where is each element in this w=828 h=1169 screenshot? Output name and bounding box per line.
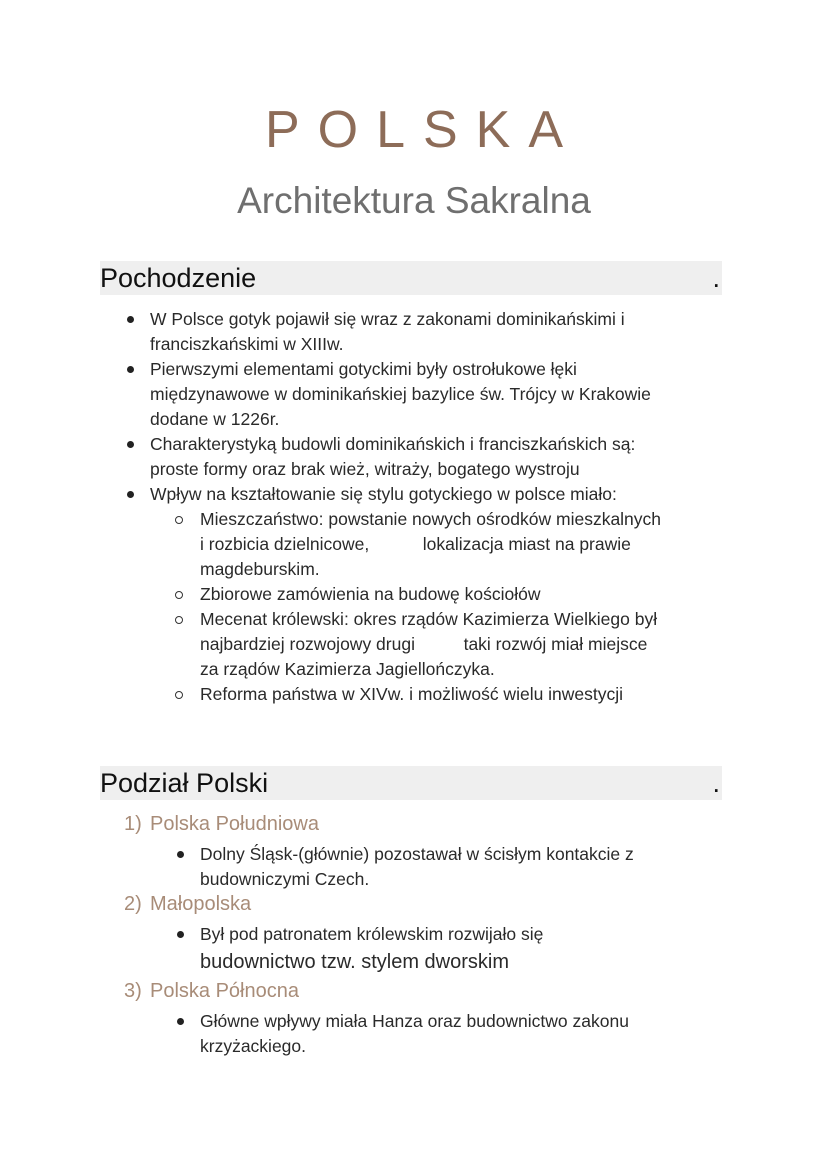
list-item-line: najbardziej rozwojowy drugi taki rozwój miał miejsce	[200, 634, 648, 654]
bullet-icon	[177, 1018, 184, 1025]
list-item-line: Główne wpływy miała Hanza oraz budownictwo zakonu	[200, 1011, 629, 1031]
region-name: Polska Południowa	[150, 813, 319, 835]
list-item-line: magdeburskim.	[200, 559, 320, 579]
bullet-icon	[177, 851, 184, 858]
list-item-line: Reforma państwa w XIVw. i możliwość wielu inwestycji	[200, 684, 624, 704]
heading-dot: .	[712, 768, 720, 798]
list-item-line: W Polsce gotyk pojawił się wraz z zakonami dominikańskimi i	[150, 309, 625, 329]
circle-bullet-icon	[175, 691, 183, 699]
region-name: Polska Północna	[150, 980, 299, 1002]
circle-bullet-icon	[175, 516, 183, 524]
bullet-icon	[127, 491, 134, 498]
region-name: Małopolska	[150, 893, 252, 915]
list-item-line: franciszkańskimi w XIIIw.	[150, 334, 344, 354]
list-item-line: i rozbicia dzielnicowe, lokalizacja miast na prawie	[200, 534, 631, 554]
heading-text: Podział Polski	[100, 768, 269, 798]
circle-bullet-icon	[175, 591, 183, 599]
list-item-line: międzynawowe w dominikańskiej bazylice św. Trójcy w Krakowie	[150, 384, 651, 404]
list-item-line: Wpływ na kształtowanie się stylu gotyckiego w polsce miało:	[150, 484, 617, 504]
list-item-line: Mieszczaństwo: powstanie nowych ośrodków mieszkalnych	[200, 509, 662, 529]
section-heading-pochodzenie	[100, 261, 722, 295]
list-item-line: za rządów Kazimierza Jagiellończyka.	[200, 659, 495, 679]
list-item-line: krzyżackiego.	[200, 1036, 307, 1056]
circle-bullet-icon	[175, 616, 183, 624]
document-title: POLSKA	[264, 101, 582, 159]
bullet-icon	[177, 931, 184, 938]
list-item-line: Dolny Śląsk-(głównie) pozostawał w ścisłym kontakcie z	[200, 844, 634, 864]
list-item-line: Był pod patronatem królewskim rozwijało się	[200, 924, 544, 944]
region-number: 1)	[124, 813, 142, 835]
heading-dot: .	[712, 263, 720, 293]
list-item-line: Charakterystyką budowli dominikańskich i franciszkańskich są:	[150, 434, 636, 454]
bullet-icon	[127, 441, 134, 448]
bullet-icon	[127, 316, 134, 323]
heading-text: Pochodzenie	[100, 263, 257, 293]
list-item-line: Pierwszymi elementami gotyckimi były ostrołukowe łęki	[150, 359, 577, 379]
list-item-line: budowniczymi Czech.	[200, 869, 370, 889]
list-item-line: proste formy oraz brak wież, witraży, bogatego wystroju	[150, 459, 580, 479]
region-number: 2)	[124, 893, 142, 915]
list-item-line: Mecenat królewski: okres rządów Kazimierza Wielkiego był	[200, 609, 658, 629]
document-subtitle: Architektura Sakralna	[237, 180, 591, 221]
list-item-line: Zbiorowe zamówienia na budowę kościołów	[200, 584, 541, 604]
bullet-icon	[127, 366, 134, 373]
section-heading-podzial	[100, 766, 722, 800]
region-number: 3)	[124, 980, 142, 1002]
list-item-line: budownictwo tzw. stylem dworskim	[200, 951, 509, 973]
list-item-line: dodane w 1226r.	[150, 409, 280, 429]
